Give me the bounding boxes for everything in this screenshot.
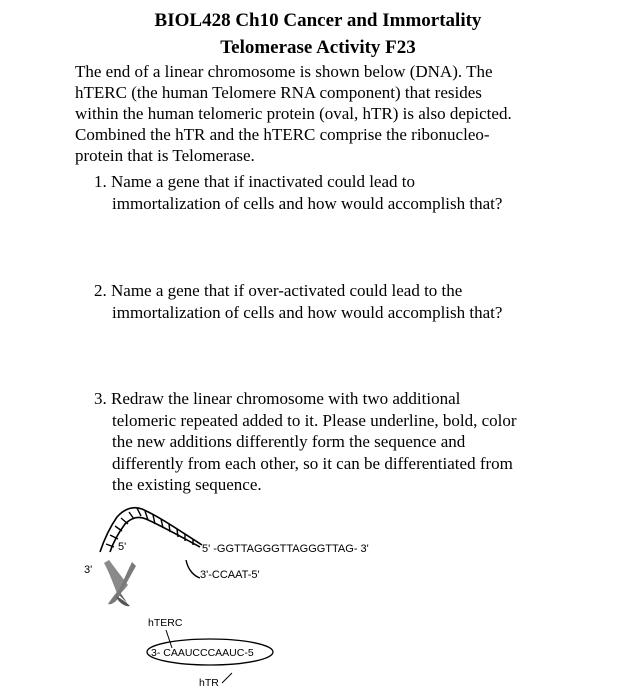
intro-line: hTERC (the human Telomere RNA component) that resides <box>75 83 482 102</box>
question-3-line: telomeric repeated added to it. Please underline, bold, color <box>112 410 517 430</box>
top-strand-sequence: 5' -GGTTAGGGTTAGGGTTAG- 3' <box>202 543 369 555</box>
intro-line: protein that is Telomerase. <box>75 146 255 165</box>
question-3-line: the existing sequence. <box>112 475 262 494</box>
question-3-line: 3. Redraw the linear chromosome with two additional <box>94 389 461 408</box>
page-title: BIOL428 Ch10 Cancer and Immortality <box>154 10 482 31</box>
chromosome-icon <box>104 560 136 606</box>
intro-line: within the human telomeric protein (oval, hTR) is also depicted. <box>75 104 512 123</box>
intro-line: Combined the hTR and the hTERC comprise the ribonucleo- <box>75 125 490 144</box>
question-3-line: the new additions differently form the sequence and <box>112 432 466 451</box>
htr-label: hTR <box>199 677 219 689</box>
question-2-line: 2. Name a gene that if over-activated could lead to the <box>94 281 463 300</box>
bottom-strand-sequence: 3'-CCAAT-5' <box>200 569 260 581</box>
bottom-strand-line <box>186 560 200 578</box>
hterc-pointer <box>166 630 172 648</box>
label-5prime: 5' <box>118 541 127 553</box>
question-2-line: immortalization of cells and how would accomplish that? <box>112 302 503 322</box>
question-1-line: 1. Name a gene that if inactivated could lead to <box>94 172 415 191</box>
question-1-line: immortalization of cells and how would accomplish that? <box>112 193 503 213</box>
intro-line: The end of a linear chromosome is shown below (DNA). The <box>75 62 493 81</box>
label-3prime: 3' <box>84 564 93 576</box>
dna-ladder <box>100 508 202 552</box>
question-3-line: differently from each other, so it can be differentiated from <box>112 453 513 473</box>
rna-template-sequence: 3- CAAUCCCAAUC-5 <box>151 647 254 659</box>
htr-pointer <box>222 673 232 683</box>
hterc-label: hTERC <box>148 617 183 629</box>
page-subtitle: Telomerase Activity F23 <box>220 37 416 58</box>
